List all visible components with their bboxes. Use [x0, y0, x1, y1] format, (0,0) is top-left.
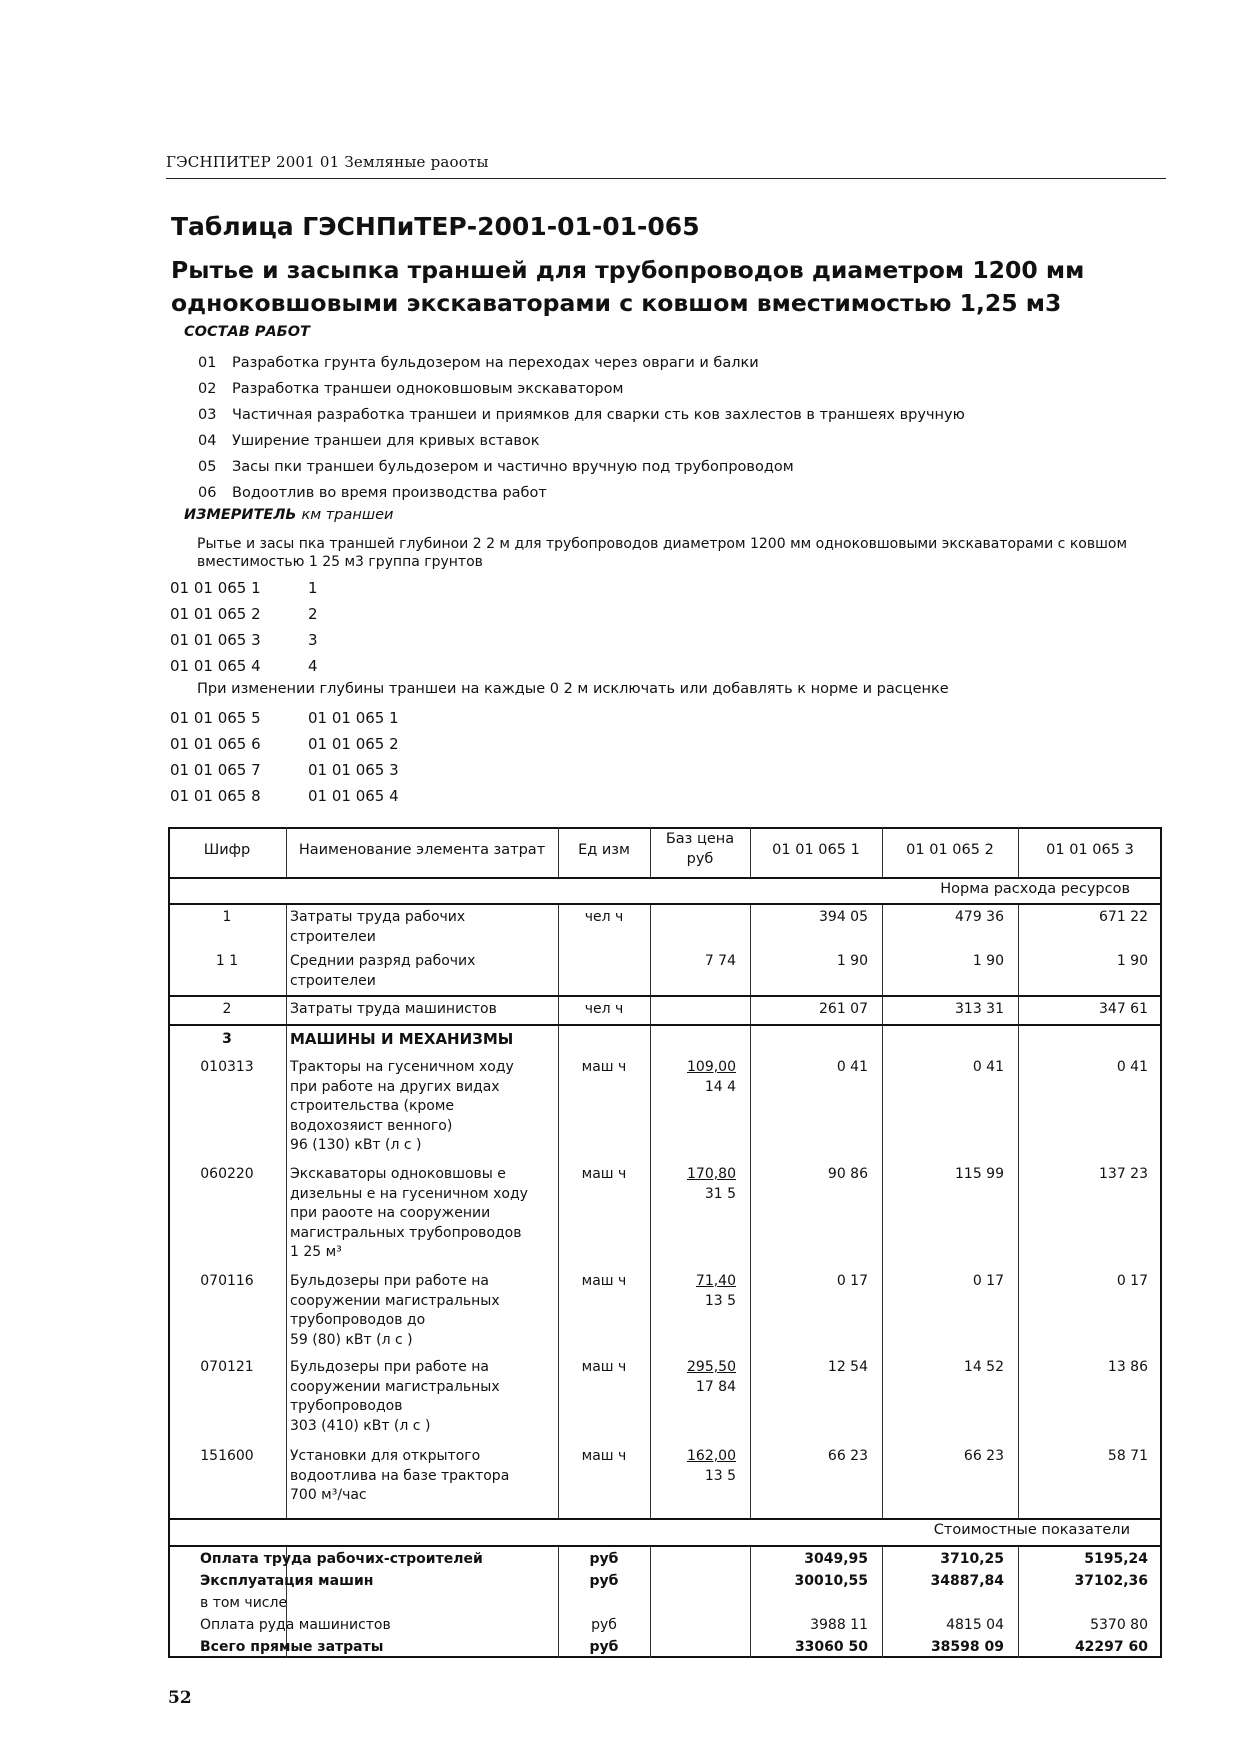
machine-value-3: 0 41 — [1116, 1059, 1148, 1075]
header-code: Шифр — [203, 842, 251, 858]
header-rule — [166, 178, 1166, 179]
group-code-row — [170, 653, 318, 679]
cost-value-1: 3049,95 — [804, 1551, 868, 1567]
group-code-row — [170, 575, 318, 601]
cost-value-2: 4815 04 — [946, 1617, 1004, 1633]
code: 01 01 065 8 — [170, 787, 261, 805]
operation-item — [198, 428, 965, 454]
header-col-3: 01 01 065 3 — [1046, 842, 1134, 858]
row-value-2: 313 31 — [955, 1001, 1004, 1017]
machine-secondary-price: 17 84 — [695, 1378, 736, 1395]
header-price-line: руб — [686, 851, 714, 867]
machine-name-line: сооружении магистральных — [290, 1378, 500, 1395]
row-value-2: 479 36 — [955, 909, 1004, 925]
machine-value-2: 115 99 — [955, 1166, 1004, 1182]
cost-value-2: 3710,25 — [940, 1551, 1004, 1567]
machine-value-3: 0 17 — [1116, 1273, 1148, 1289]
group-code-row — [170, 601, 318, 627]
row-value-3: 1 90 — [1116, 953, 1148, 969]
cost-value-1: 33060 50 — [794, 1639, 868, 1655]
machine-name-line: Экскаваторы одноковшовы е — [290, 1166, 506, 1182]
row-name — [290, 908, 554, 947]
code: 01 01 065 2 — [170, 605, 261, 623]
table-row-rule — [168, 903, 1162, 905]
machine-name — [290, 1165, 554, 1263]
machine-value-3: 13 86 — [1107, 1359, 1148, 1375]
machine-price — [650, 1058, 736, 1097]
table-row-rule — [168, 1024, 1162, 1026]
operation-number: 05 — [198, 459, 217, 475]
header-col-1: 01 01 065 1 — [772, 842, 860, 858]
code: 01 01 065 3 — [170, 631, 261, 649]
cost-unit: руб — [589, 1551, 619, 1567]
group-code-row — [170, 627, 318, 653]
cost-unit: руб — [589, 1573, 619, 1589]
operation-number: 06 — [198, 485, 217, 501]
machine-name-line: Тракторы на гусеничном ходу — [290, 1059, 514, 1075]
machine-base-price: 162,00 — [687, 1448, 736, 1464]
cost-value-2: 34887,84 — [930, 1573, 1004, 1589]
machine-price — [650, 1165, 736, 1204]
machine-value-1: 0 41 — [836, 1059, 868, 1075]
table-column-rule — [650, 1545, 651, 1658]
machine-unit: маш ч — [581, 1359, 627, 1375]
machine-name-line: водоотлива на базе трактора — [290, 1467, 510, 1484]
operation-number: 02 — [198, 381, 217, 397]
row-unit: чел ч — [584, 909, 624, 925]
machine-value-2: 14 52 — [963, 1359, 1004, 1375]
machine-unit: маш ч — [581, 1273, 627, 1289]
machine-name-line: Бульдозеры при работе на — [290, 1273, 489, 1289]
row-unit: чел ч — [584, 1001, 624, 1017]
operation-text: Разработка траншеи одноковшовым экскаватором — [232, 381, 624, 397]
machine-secondary-price: 14 4 — [704, 1078, 736, 1095]
machine-code: 010313 — [200, 1059, 254, 1075]
code: 01 01 065 6 — [170, 735, 261, 753]
work-description: Рытье и засы пка траншей глубинои 2 2 м для трубопроводов диаметром 1200 мм одноковшовыми экскаваторами с ковшом вместимостью 1 25 м3 группа грунтов — [197, 536, 1128, 570]
machine-name-line: 303 (410) кВт (л с ) — [290, 1417, 431, 1434]
operation-text: Разработка грунта бульдозером на переходах через овраги и балки — [232, 355, 759, 371]
operation-item — [198, 454, 965, 480]
row-name-line: Среднии разряд рабочих — [290, 953, 476, 969]
machine-code: 070121 — [200, 1359, 254, 1375]
row-name — [290, 952, 554, 991]
code: 01 01 065 4 — [170, 657, 261, 675]
machine-name-line: дизельны е на гусеничном ходу — [290, 1185, 528, 1202]
machine-base-price: 170,80 — [687, 1166, 736, 1182]
code-value: 01 01 065 4 — [308, 787, 399, 805]
machine-code: 070116 — [200, 1273, 254, 1289]
machine-value-3: 58 71 — [1107, 1448, 1148, 1464]
machine-name-line: при раоотe на сооружении — [290, 1205, 491, 1221]
machine-base-price: 71,40 — [695, 1273, 736, 1289]
cost-value-3: 37102,36 — [1074, 1573, 1148, 1589]
machine-name-line: 59 (80) кВт (л с ) — [290, 1331, 413, 1348]
machine-name-line: 96 (130) кВт (л с ) — [290, 1137, 422, 1153]
operation-text: Уширение траншеи для кривых вставок — [232, 433, 540, 449]
table-row-rule — [168, 1518, 1162, 1520]
row-value-2: 1 90 — [972, 953, 1004, 969]
cost-unit: руб — [589, 1639, 619, 1655]
table-row-rule — [168, 1545, 1162, 1547]
table-row-rule — [168, 995, 1162, 997]
depth-codes — [170, 705, 399, 809]
machine-name-line: при работе на других видах — [290, 1078, 500, 1095]
norms-band-label: Норма расхода ресурсов — [940, 881, 1130, 897]
machine-name-line: сооружении магистральных — [290, 1292, 500, 1309]
operation-text: Водоотлив во время производства работ — [232, 485, 547, 501]
subtitle-line: Рытье и засыпка траншей для трубопроводов диаметром 1200 мм — [171, 256, 1085, 284]
machine-price — [650, 1272, 736, 1311]
operation-item — [198, 350, 965, 376]
cost-value-1: 30010,55 — [794, 1573, 868, 1589]
code: 01 01 065 5 — [170, 709, 261, 727]
meter-unit: км траншеи — [301, 507, 394, 523]
machine-price — [650, 1447, 736, 1486]
machine-name-line: Бульдозеры при работе на — [290, 1359, 489, 1375]
machine-unit: маш ч — [581, 1059, 627, 1075]
code-value: 2 — [308, 605, 318, 623]
machine-name-line: трубопроводов до — [290, 1312, 426, 1328]
machine-value-2: 0 17 — [972, 1273, 1004, 1289]
machines-title: МАШИНЫ И МЕХАНИЗМЫ — [290, 1030, 514, 1048]
row-name-line: Затраты труда рабочих — [290, 909, 466, 925]
operation-number: 01 — [198, 355, 217, 371]
code-value: 01 01 065 2 — [308, 735, 399, 753]
machine-value-1: 0 17 — [836, 1273, 868, 1289]
operation-item — [198, 402, 965, 428]
code: 01 01 065 7 — [170, 761, 261, 779]
row-name-line: строителеи — [290, 972, 376, 989]
depth-code-row — [170, 705, 399, 731]
machine-code: 151600 — [200, 1448, 254, 1464]
machine-value-2: 0 41 — [972, 1059, 1004, 1075]
header-col-2: 01 01 065 2 — [906, 842, 994, 858]
row-value-1: 1 90 — [836, 953, 868, 969]
operation-number: 03 — [198, 407, 217, 423]
cost-label: Эксплуатация машин — [200, 1573, 374, 1589]
code-value: 01 01 065 3 — [308, 761, 399, 779]
row-name — [290, 1000, 554, 1020]
depth-code-row — [170, 783, 399, 809]
machine-base-price: 109,00 — [687, 1059, 736, 1075]
cost-unit: руб — [591, 1617, 617, 1633]
header-price — [650, 829, 750, 869]
operation-number: 04 — [198, 433, 217, 449]
machine-secondary-price: 13 5 — [704, 1467, 736, 1484]
machine-value-2: 66 23 — [963, 1448, 1004, 1464]
machine-name-line: трубопроводов — [290, 1398, 403, 1414]
cost-label: Всего прямые затраты — [200, 1639, 384, 1655]
row-name-line: Затраты труда машинистов — [290, 1001, 497, 1017]
cost-value-3: 42297 60 — [1074, 1639, 1148, 1655]
machine-name-line: Установки для открытого — [290, 1448, 481, 1464]
cost-value-2: 38598 09 — [930, 1639, 1004, 1655]
row-value-3: 671 22 — [1099, 909, 1148, 925]
operation-text: Частичная разработка траншеи и приямков для сварки сть ков захлестов в траншеях вручную — [232, 407, 965, 423]
code-value: 4 — [308, 657, 318, 675]
operation-text: Засы пки траншеи бульдозером и частично вручную под трубопроводом — [232, 459, 794, 475]
cost-value-3: 5195,24 — [1084, 1551, 1148, 1567]
machine-name-line: строительства (кроме — [290, 1098, 455, 1114]
header-price-line: Баз цена — [665, 831, 735, 847]
running-header: ГЭСНПИТЕР 2001 01 Земляные раооты — [166, 153, 489, 171]
header-name: Наименование элемента затрат — [298, 842, 546, 858]
operations-list — [198, 350, 965, 506]
meter-label — [184, 507, 393, 523]
machine-base-price: 295,50 — [687, 1359, 736, 1375]
depth-code-row — [170, 731, 399, 757]
cost-label: в том числе — [200, 1595, 288, 1611]
machine-name-line: магистральных трубопроводов — [290, 1224, 522, 1241]
code-value: 01 01 065 1 — [308, 709, 399, 727]
machine-unit: маш ч — [581, 1448, 627, 1464]
row-price: 7 74 — [704, 953, 736, 969]
machine-value-1: 90 86 — [827, 1166, 868, 1182]
code-value: 1 — [308, 579, 318, 597]
code-value: 3 — [308, 631, 318, 649]
row-code: 1 — [222, 909, 232, 925]
machine-name — [290, 1272, 554, 1350]
work-composition-label: СОСТАВ РАБОТ — [184, 324, 310, 340]
machine-name — [290, 1447, 554, 1506]
row-value-1: 261 07 — [819, 1001, 868, 1017]
machine-code: 060220 — [200, 1166, 254, 1182]
group-codes — [170, 575, 318, 679]
machine-secondary-price: 31 5 — [704, 1185, 736, 1202]
row-value-3: 347 61 — [1099, 1001, 1148, 1017]
machine-name — [290, 1058, 554, 1156]
depth-code-row — [170, 757, 399, 783]
costs-band-label: Стоимостные показатели — [933, 1522, 1130, 1538]
depth-note: При изменении глубины траншеи на каждые 0 2 м исключать или добавлять к норме и расценке — [197, 681, 949, 697]
machine-unit: маш ч — [581, 1166, 627, 1182]
row-name-line: строителеи — [290, 928, 376, 945]
machine-secondary-price: 13 5 — [704, 1292, 736, 1309]
machine-value-1: 66 23 — [827, 1448, 868, 1464]
row-code: 2 — [222, 1001, 232, 1017]
cost-label: Оплата труда рабочих-строителей — [200, 1551, 483, 1567]
header-unit: Ед изм — [578, 842, 630, 858]
table-row-rule — [168, 877, 1162, 879]
table-title: Таблица ГЭСНПиТЕР-2001-01-01-065 — [171, 212, 700, 241]
machine-name-line: 1 25 м³ — [290, 1244, 342, 1260]
meter-label-text: ИЗМЕРИТЕЛЬ — [184, 507, 297, 523]
subtitle — [171, 254, 1171, 320]
code: 01 01 065 1 — [170, 579, 261, 597]
machine-value-3: 137 23 — [1099, 1166, 1148, 1182]
operation-item — [198, 480, 965, 506]
page-number: 52 — [168, 1688, 192, 1708]
machine-value-1: 12 54 — [827, 1359, 868, 1375]
operation-item — [198, 376, 965, 402]
machines-code: 3 — [222, 1031, 232, 1047]
machine-name-line: водохозяист венного) — [290, 1117, 453, 1134]
row-value-1: 394 05 — [819, 909, 868, 925]
subtitle-line: одноковшовыми экскаваторами с ковшом вместимостью 1,25 м3 — [171, 289, 1062, 317]
row-code: 1 1 — [215, 953, 239, 969]
cost-label: Оплата руда машинистов — [200, 1617, 391, 1633]
machine-price — [650, 1358, 736, 1397]
machine-name — [290, 1358, 554, 1436]
cost-value-3: 5370 80 — [1090, 1617, 1148, 1633]
cost-value-1: 3988 11 — [810, 1617, 868, 1633]
machine-name-line: 700 м³/час — [290, 1487, 367, 1503]
